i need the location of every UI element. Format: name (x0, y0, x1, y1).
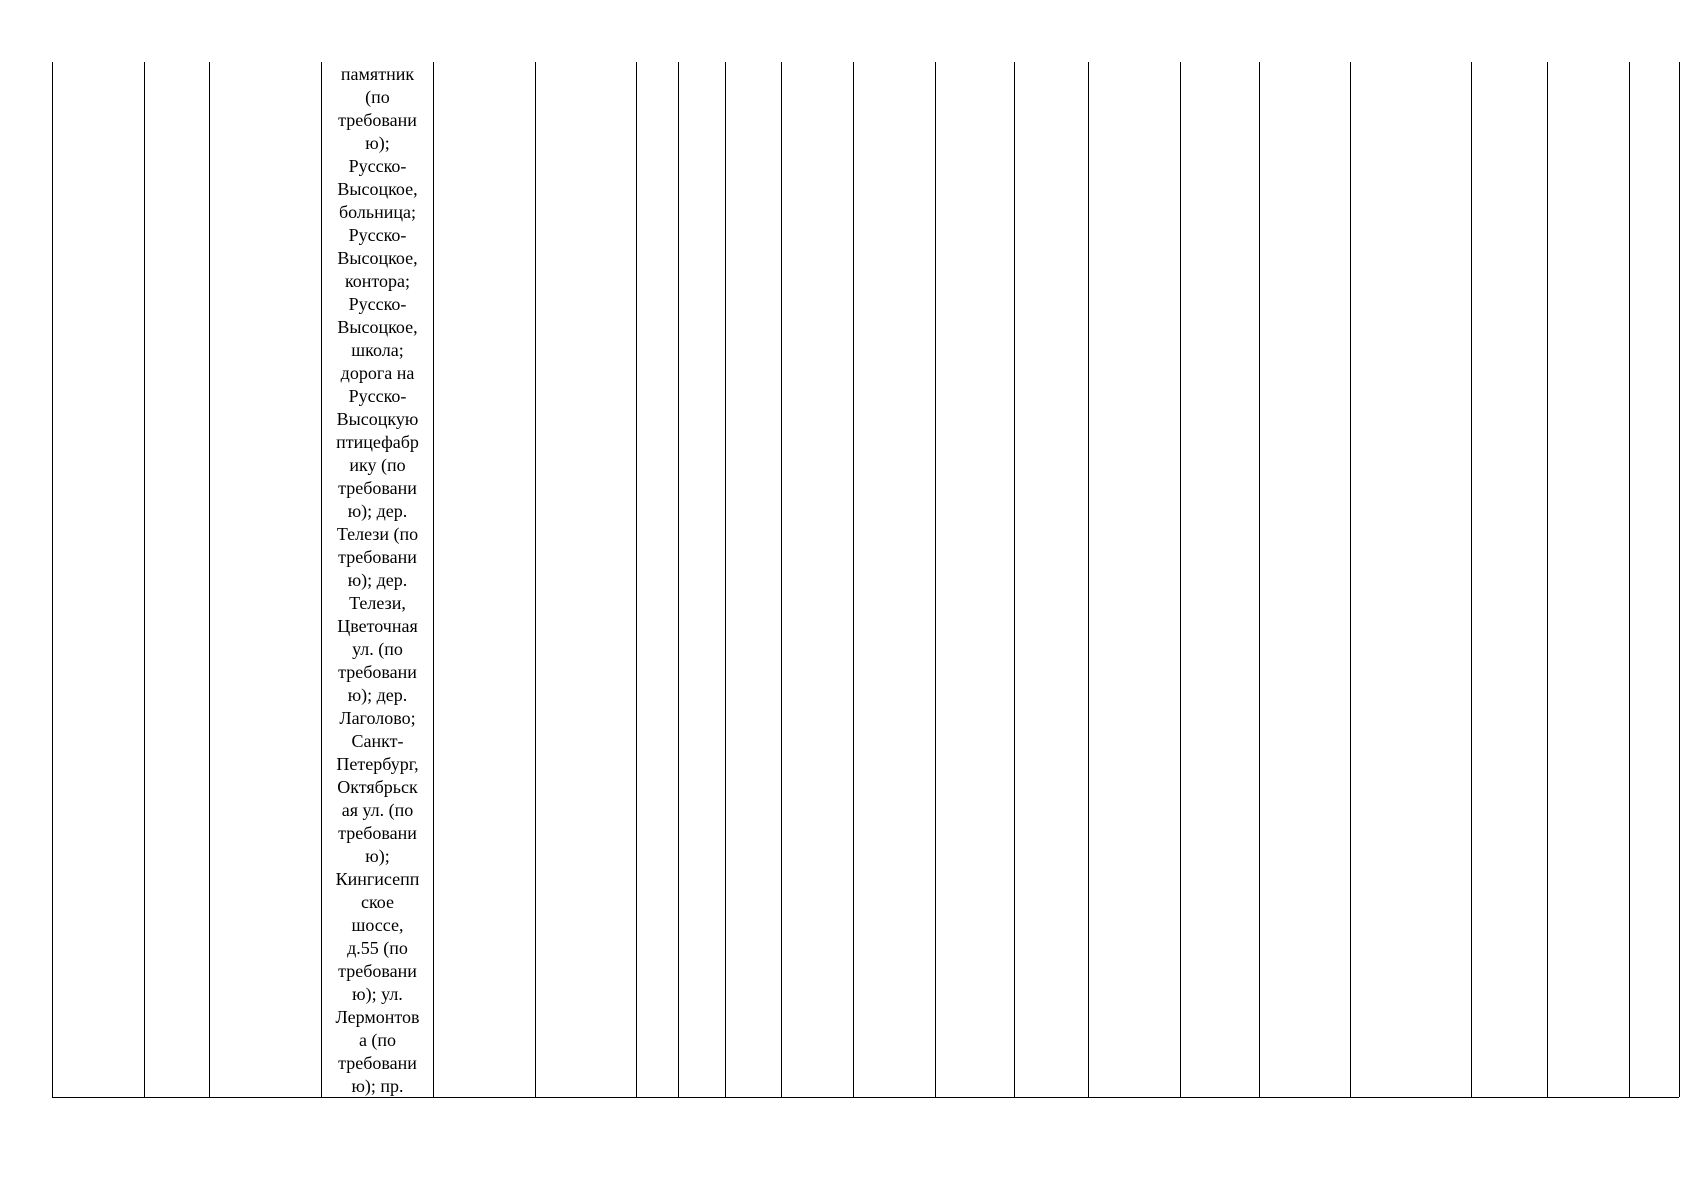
stop-list-line: (по (365, 87, 390, 107)
stop-list-line: Телези (по (336, 524, 419, 544)
stop-list-line: ю); (365, 133, 390, 153)
column-border (1679, 62, 1680, 1097)
stop-list-line: требовани (338, 662, 417, 682)
stop-list-line: д.55 (по (347, 938, 408, 958)
column-border (725, 62, 726, 1097)
column-border (209, 62, 210, 1097)
column-border (853, 62, 854, 1097)
table-bottom-border (52, 1097, 1679, 1098)
stop-list-line: школа; (351, 340, 404, 360)
stop-list-line: требовани (338, 823, 417, 843)
stop-list-line: Лермонтов (335, 1007, 420, 1027)
stop-list-line: Русско- (348, 386, 407, 406)
stop-list-line: Высоцкое, (337, 179, 418, 199)
stop-list-line: ул. (по (352, 639, 403, 659)
stop-list-line: Санкт- (351, 731, 404, 751)
stop-list-line: Русско- (348, 225, 407, 245)
column-border (1629, 62, 1630, 1097)
stop-list-line: Телези, (349, 593, 406, 613)
column-border (678, 62, 679, 1097)
stop-list-line: требовани (338, 110, 417, 130)
stop-list-line: требовани (338, 1053, 417, 1073)
column-border (1088, 62, 1089, 1097)
stop-list-line: требовани (338, 547, 417, 567)
column-border (1547, 62, 1548, 1097)
stop-list-line: Петербург, (336, 754, 419, 774)
column-border (1350, 62, 1351, 1097)
stop-list-line: ику (по (349, 455, 406, 475)
column-border (144, 62, 145, 1097)
stop-list-line: шоссе, (351, 915, 404, 935)
stop-list-line: ю); ул. (352, 984, 403, 1004)
column-border (935, 62, 936, 1097)
stop-list-line: ая ул. (по (341, 800, 414, 820)
stop-list-line: Лаголово; (339, 708, 416, 728)
stop-list-line: Цветочная (337, 616, 418, 636)
column-border (1014, 62, 1015, 1097)
stop-list-line: Русско- (348, 156, 407, 176)
stop-list-line: а (по (358, 1030, 397, 1050)
stop-list-line: Высоцкую (336, 409, 419, 429)
column-border (52, 62, 53, 1097)
column-border (1471, 62, 1472, 1097)
stop-list-line: контора; (344, 271, 411, 291)
stop-list-line: Высоцкое, (337, 317, 418, 337)
stop-list-line: птицефабр (336, 432, 419, 452)
stop-list-line: Высоцкое, (337, 248, 418, 268)
column-border (636, 62, 637, 1097)
stop-list-line: Русско- (348, 294, 407, 314)
stop-list-line: памятник (340, 64, 415, 84)
stop-list-line: требовани (338, 961, 417, 981)
stop-list-line: дорога на (340, 363, 415, 383)
stop-list-line: Октябрьск (337, 777, 418, 797)
stop-list-cell (322, 63, 433, 1098)
stop-list-line: ю); дер. (347, 570, 408, 590)
column-border (781, 62, 782, 1097)
stop-list-line: ю); (365, 846, 390, 866)
stop-list-line: ю); дер. (347, 501, 408, 521)
stop-list-line: ю); дер. (347, 685, 408, 705)
column-border (1259, 62, 1260, 1097)
stop-list-line: ское (360, 892, 395, 912)
column-border (433, 62, 434, 1097)
column-border (535, 62, 536, 1097)
stop-list-line: ю); пр. (351, 1076, 404, 1096)
stop-list-line: больница; (338, 202, 416, 222)
stop-list-line: требовани (338, 478, 417, 498)
column-border (1180, 62, 1181, 1097)
stop-list-line: Кингисепп (335, 869, 420, 889)
